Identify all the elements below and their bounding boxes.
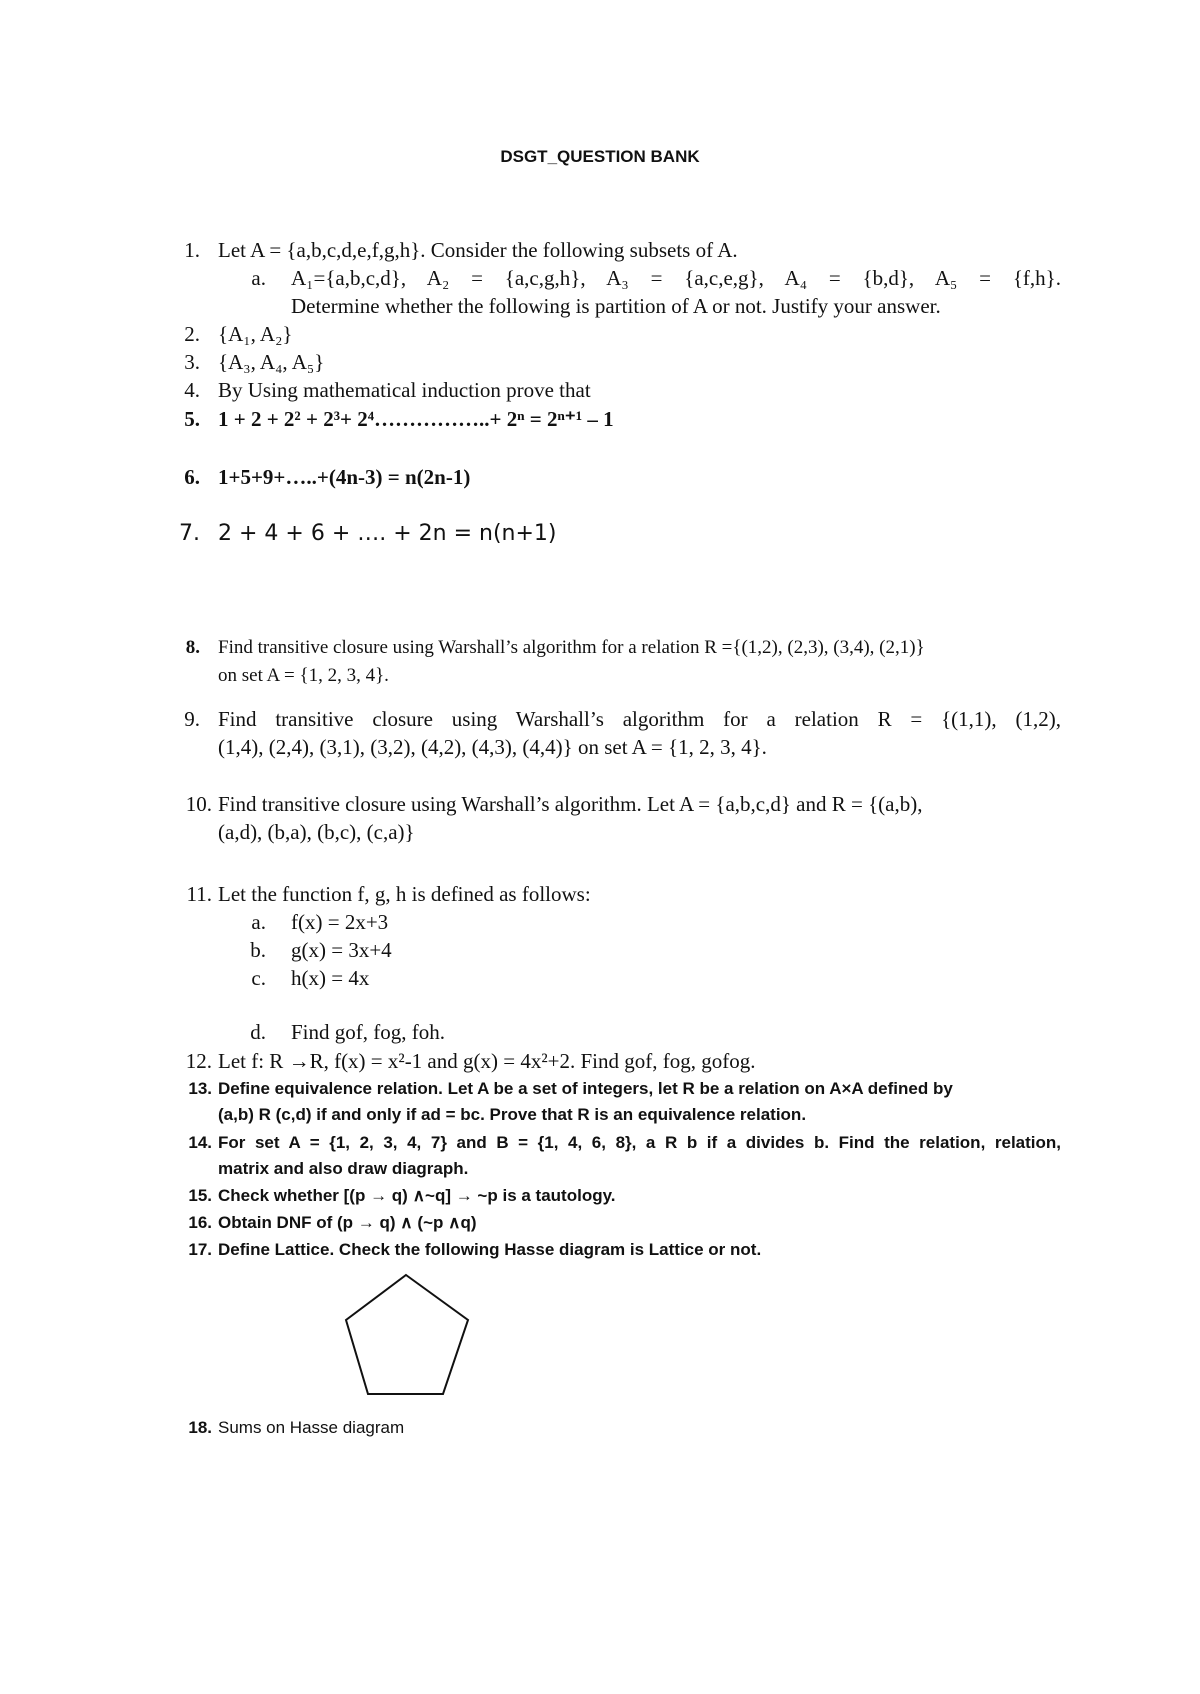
question-text-line: Find transitive closure using Warshall’s algorithm. Let A = {a,b,c,d} and R = {(a,b), — [218, 792, 923, 816]
question-number: 6. — [184, 465, 200, 489]
question-number: 17. — [188, 1240, 212, 1259]
question-text: Define Lattice. Check the following Hasse diagram is Lattice or not. — [218, 1240, 762, 1259]
question-text-line: on set A = {1, 2, 3, 4}. — [218, 665, 389, 686]
question-text-line: (a,b) R (c,d) if and only if ad = bc. Prove that R is an equivalence relation. — [218, 1105, 807, 1124]
question-text: By Using mathematical induction prove that — [218, 378, 591, 402]
question-number: 11. — [186, 882, 212, 906]
question-text-line: Find transitive closure using Warshall’s algorithm for a relation R = {(1,1), (1,2), — [218, 707, 1061, 731]
sub-text: g(x) = 3x+4 — [291, 938, 392, 962]
page-title: DSGT_QUESTION BANK — [500, 147, 700, 166]
question-text: Let A = {a,b,c,d,e,f,g,h}. Consider the following subsets of A. — [218, 238, 738, 262]
question-number: 4. — [184, 378, 200, 402]
question-number: 7. — [179, 521, 200, 546]
question-number: 15. — [188, 1186, 212, 1205]
question-text: Check whether [(p → q) ∧~q] → ~p is a tautology. — [218, 1186, 616, 1205]
sub-text-line: Determine whether the following is partition of A or not. Justify your answer. — [291, 294, 941, 318]
question-text: Sums on Hasse diagram — [218, 1418, 405, 1437]
question-text: Let the function f, g, h is defined as follows: — [218, 882, 591, 906]
question-number: 14. — [188, 1133, 212, 1152]
question-text-line: Find transitive closure using Warshall’s algorithm for a relation R ={(1,2), (2,3), (3,4), (2,1)} — [218, 637, 925, 658]
question-number: 1. — [184, 238, 200, 262]
question-text-line: (a,d), (b,a), (b,c), (c,a)} — [218, 820, 415, 844]
question-text: {A₁, A₂} — [218, 322, 293, 346]
question-number: 10. — [185, 792, 212, 816]
question-number: 3. — [184, 350, 200, 374]
sub-text: f(x) = 2x+3 — [291, 910, 389, 934]
question-text: Let f: R →R, f(x) = x²-1 and g(x) = 4x²+2. Find gof, fog, gofog. — [218, 1049, 756, 1073]
question-text-line: For set A = {1, 2, 3, 4, 7} and B = {1, 4, 6, 8}, a R b if a divides b. Find the relation, relation, — [218, 1133, 1061, 1152]
sub-label: a. — [251, 266, 266, 290]
question-number: 18. — [188, 1418, 212, 1437]
question-number: 12. — [185, 1049, 212, 1073]
question-text-line: matrix and also draw diagraph. — [218, 1159, 469, 1178]
sub-label: b. — [250, 938, 266, 962]
question-number: 16. — [188, 1213, 212, 1232]
question-text-line: (1,4), (2,4), (3,1), (3,2), (4,2), (4,3), (4,4)} on set A = {1, 2, 3, 4}. — [218, 735, 767, 759]
sub-label: c. — [251, 966, 266, 990]
question-number: 13. — [188, 1079, 212, 1098]
question-text: Obtain DNF of (p → q) ∧ (~p ∧q) — [218, 1213, 477, 1232]
sub-label: a. — [251, 910, 266, 934]
question-text: {A₃, A₄, A₅} — [218, 350, 325, 374]
sub-text: h(x) = 4x — [291, 966, 370, 990]
question-text: 2 + 4 + 6 + …. + 2n = n(n+1) — [218, 521, 557, 546]
question-text-line: Define equivalence relation. Let A be a set of integers, let R be a relation on A×A defined by — [218, 1079, 953, 1098]
sub-text-line: A₁={a,b,c,d}, A₂ = {a,c,g,h}, A₃ = {a,c,e,g}, A₄ = {b,d}, A₅ = {f,h}. — [291, 266, 1061, 290]
question-number: 8. — [185, 637, 200, 658]
sub-text: Find gof, fog, foh. — [291, 1020, 445, 1044]
question-number: 5. — [184, 407, 200, 431]
hasse-diagram-pentagon — [344, 1273, 474, 1403]
pentagon-shape — [346, 1275, 468, 1394]
question-number: 9. — [184, 707, 200, 731]
question-text: 1+5+9+…..+(4n-3) = n(2n-1) — [218, 465, 471, 489]
sub-label: d. — [250, 1020, 266, 1044]
question-text: 1 + 2 + 2² + 2³+ 2⁴……………..+ 2ⁿ = 2ⁿ⁺¹ – 1 — [218, 407, 614, 431]
question-number: 2. — [184, 322, 200, 346]
